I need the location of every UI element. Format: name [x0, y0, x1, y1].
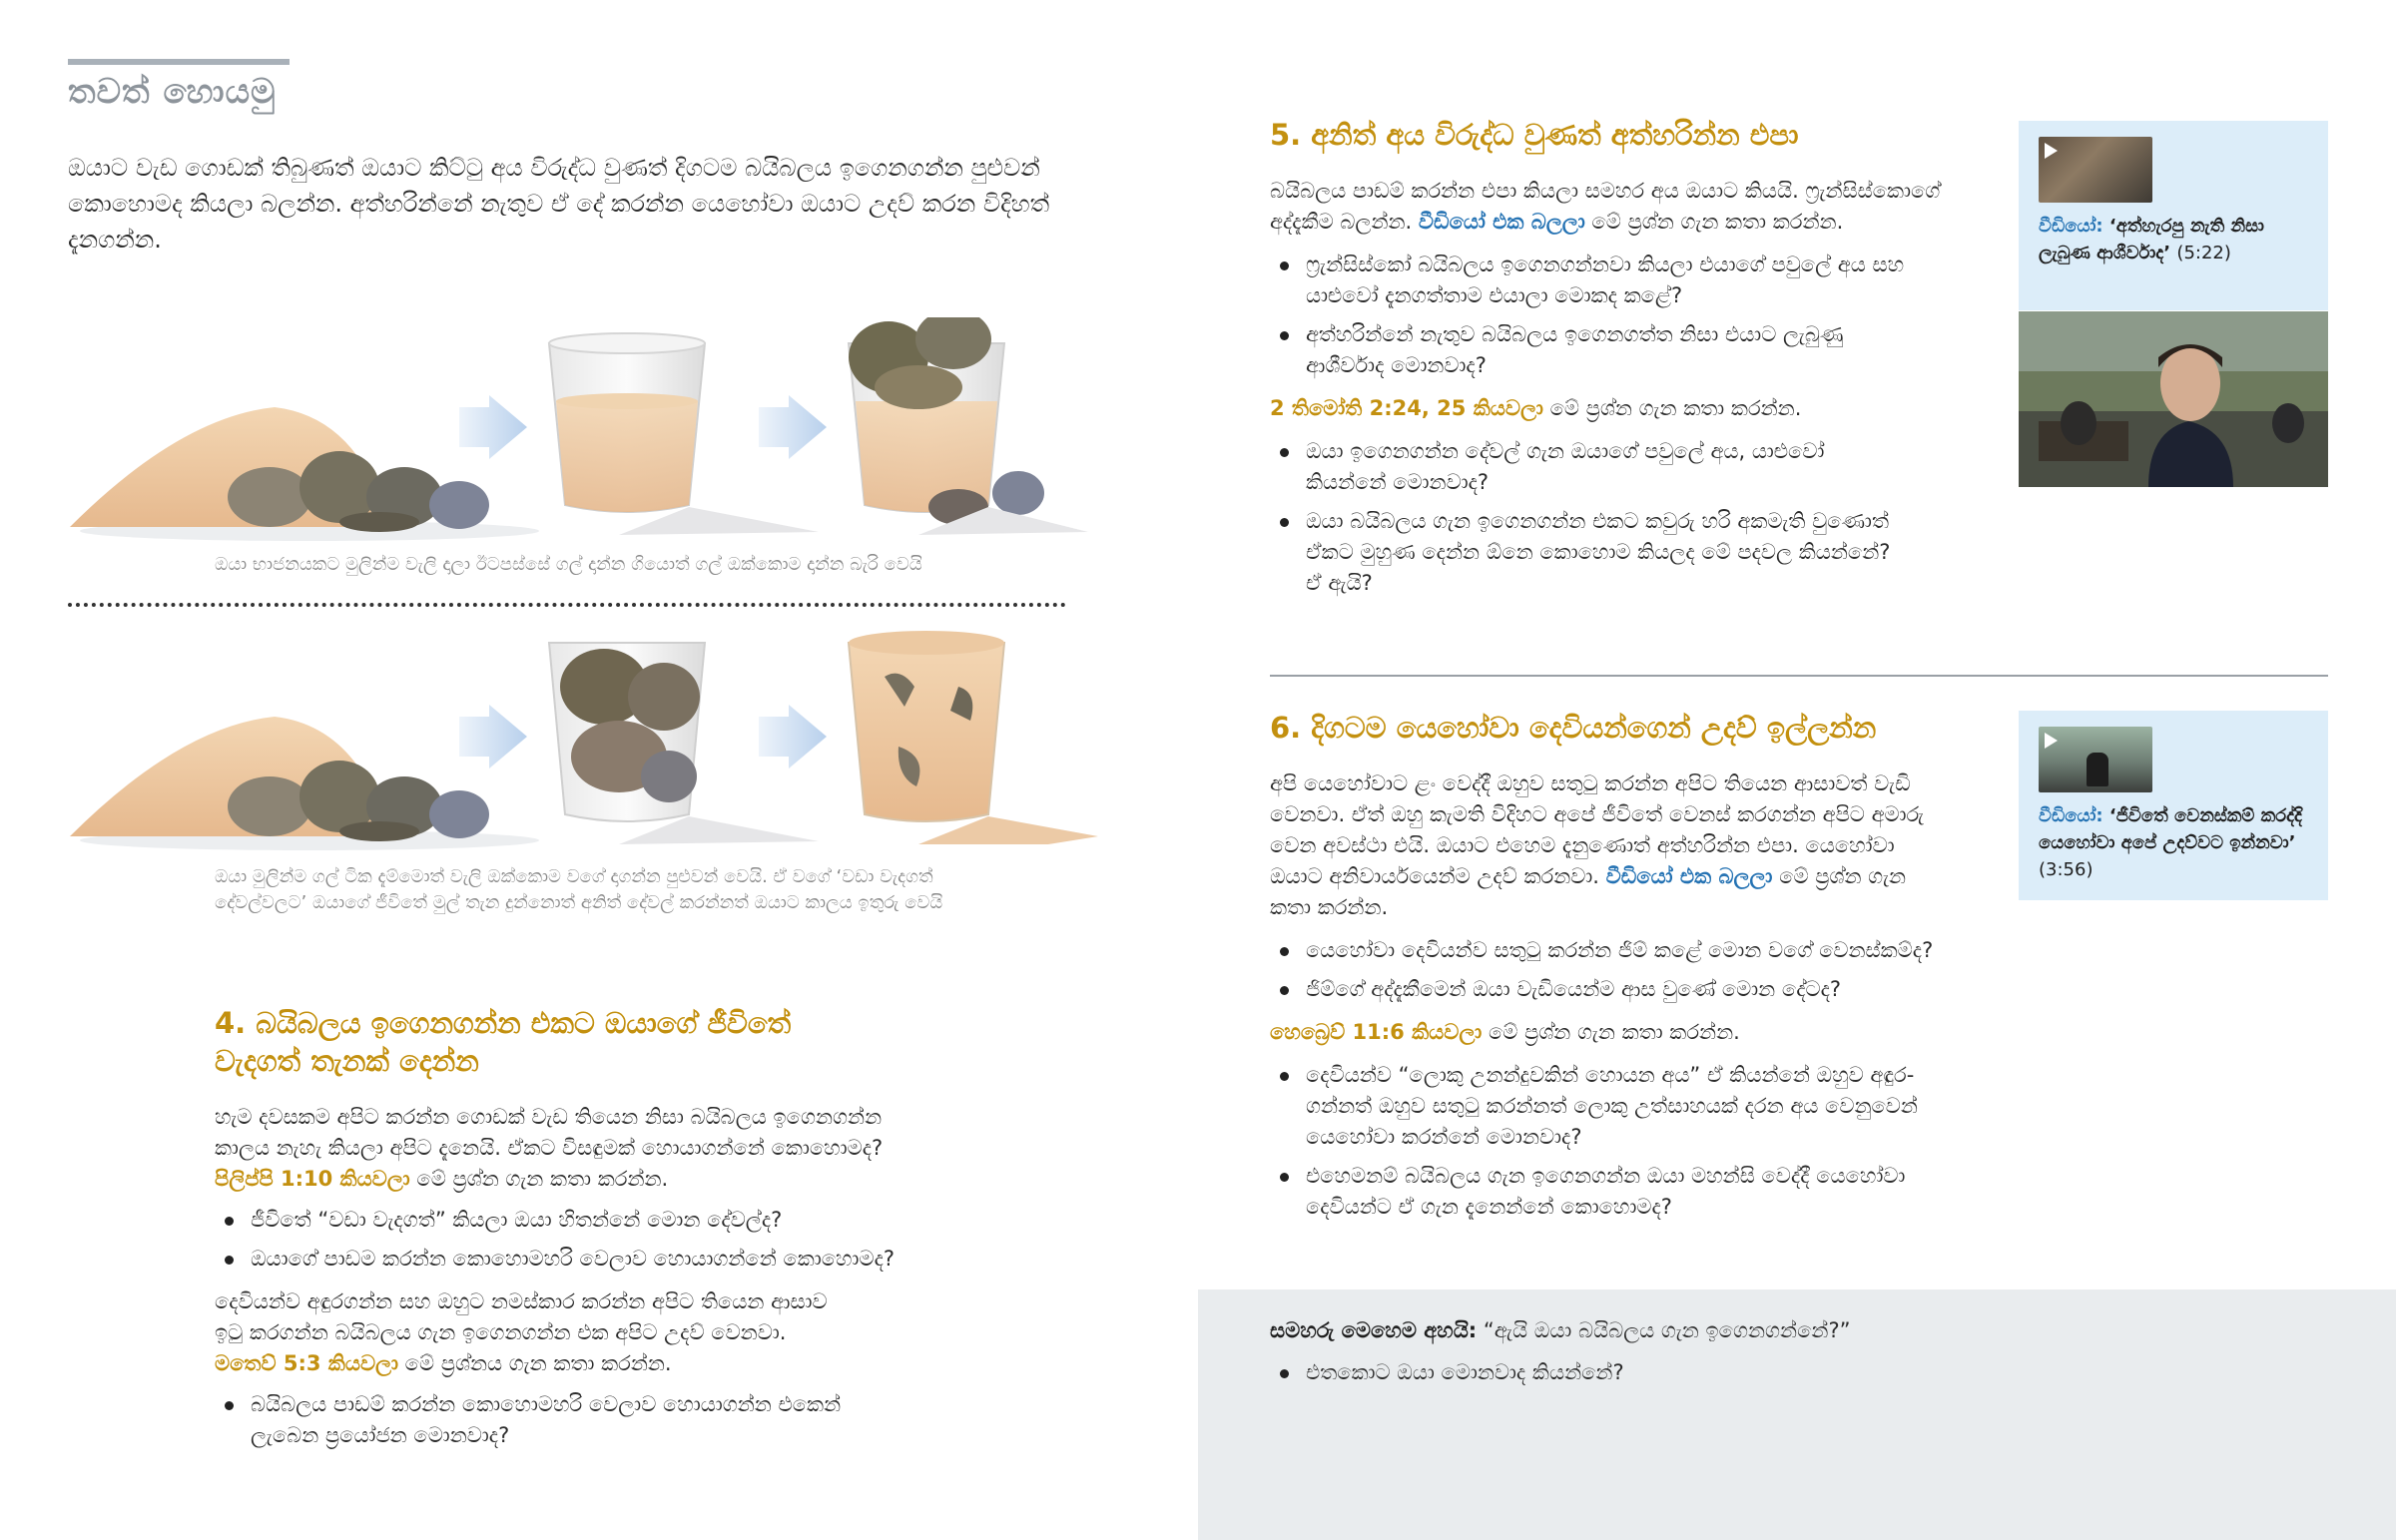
header-accent-bar: [68, 59, 290, 65]
scripture-link-philippians[interactable]: පිලිප්පි 1:10 කියවලා: [215, 1167, 410, 1191]
list-item: ෆ්‍රැන්සිස්කෝ බයිබලය ඉගෙනගන්නවා කියලා එයාගේ පවුලේ අය සහ යාළුවෝ දැනගත්තාම එයාලා මොකද කළේ?: [1306, 250, 1925, 311]
section-4-title: 4. බයිබලය ඉගෙනගන්න එකට ඔයාගේ ජීවිතේ වැදගත් තැනක් දෙන්න: [215, 1006, 792, 1078]
video-box-section-6[interactable]: [2019, 711, 2328, 900]
section-4-paragraph-2: දෙවියන්ව අඳුරගන්න සහ ඔහුට නමස්කාර කරන්න අපිට තියෙන ආසාව ඉටු කරගන්න බයිබලය ගැන ඉගෙනගන්න එක අපිට උදව් වෙනවා. මතෙව් 5:3 කියවලා මේ ප්‍රශ්නය ගැන කතා කරන්න.: [215, 1289, 828, 1375]
list-item: බයිබලය පාඩම් කරන්න කොහොමහරි වෙලාව හොයාගන්න එකෙන් ලැබෙන ප්‍රයෝජන මොනවාද?: [251, 1389, 909, 1451]
section-5-questions-2: [1270, 436, 1895, 599]
section-divider: [1270, 675, 2328, 677]
video-caption: වීඩියෝ: ‘අත්හැරපු නැති නිසා ලැබුණ ආශීර්වාද’ (5:22): [2039, 216, 2264, 263]
section-6: [1270, 709, 1989, 1231]
section-6-ref-line: හෙබ්‍රෙව් 11:6 කියවලා මේ ප්‍රශ්න ගැන කතා කරන්න.: [1270, 1020, 1740, 1044]
list-item: දෙවියන්ව “ලොකු උනන්දුවකින් හොයන අය” ඒ කියන්නේ ඔහුව අඳුර-ගන්නත් ඔහුව සතුටු කරන්නත් ලොකු උත්සාහයක් දරන අය වෙනුවෙන් යෙහෝවා කරන්නේ මොනවාද?: [1306, 1060, 1945, 1153]
section-6-paragraph: අපි යෙහෝවාට ළං වෙද්දී ඔහුව සතුටු කරන්න අපිට තියෙන ආසාවත් වැඩි වෙනවා. ඒත් ඔහු කැමති විදිහට අපේ ජීවිතේ වෙනස් කරගන්න අපිට අමාරු වෙන අවස්ථා එයි. ඔයාට එහෙම දැනුණොත් අත්හරින්න එපා. යෙහෝවා ඔයාට අනිවාර්යයෙන්ම උදව් කරනවා. වීඩියෝ එක බලලා මේ ප්‍රශ්න ගැන කතා කරන්න.: [1270, 771, 1925, 919]
section-5: [1270, 116, 1989, 607]
list-item: අත්හරින්නේ නැතුව බයිබලය ඉගෙනගත්ත නිසා එයාට ලැබුණු ආශීර්වාද මොනවාද?: [1306, 319, 1925, 381]
section-5-questions-1: [1270, 250, 1925, 381]
section-5-title: 5. අනිත් අය විරුද්ධ වුණත් අත්හරින්න එපා: [1270, 118, 1799, 152]
section-6-questions-1: [1270, 935, 1989, 1005]
play-icon: [2045, 733, 2058, 749]
section-4: [215, 1004, 973, 1459]
scripture-link-2-timothy[interactable]: 2 තිමෝති 2:24, 25 කියවලා: [1270, 396, 1543, 420]
illustration-sand-first: [60, 317, 1098, 547]
dotted-divider: [68, 603, 1066, 607]
play-icon: [2045, 143, 2058, 159]
section-4-questions-2: [215, 1389, 909, 1451]
video-still-image: [2019, 311, 2328, 487]
discussion-questions: [1270, 1357, 1624, 1396]
illustration-rocks-first: [60, 627, 1098, 856]
section-4-paragraph-1: හැම දවසකම අපිට කරන්න ගොඩක් වැඩ තියෙන නිසා බයිබලය ඉගෙනගන්න කාලය නැහැ කියලා අපිට දැනෙයි. ඒකට විසඳුමක් හොයාගන්නේ කොහොමද? පිලිප්පි 1:10 කියවලා මේ ප්‍රශ්න ගැන කතා කරන්න.: [215, 1105, 884, 1191]
video-thumbnail[interactable]: [2039, 727, 2152, 792]
list-item: යෙහෝවා දෙවියන්ව සතුටු කරන්න ජිම් කළේ මොන වගේ වෙනස්කම්ද?: [1306, 935, 1989, 966]
scripture-link-matthew[interactable]: මතෙව් 5:3 කියවලා: [215, 1351, 398, 1375]
watch-video-link[interactable]: වීඩියෝ එක බලලා: [1418, 210, 1585, 234]
section-5-intro: බයිබලය පාඩම් කරන්න එපා කියලා සමහර අය ඔයාට කියයි. ෆ්‍රැන්සිස්කොගේ අද්දැකීම බලන්න. වීඩියෝ එක බලලා මේ ප්‍රශ්න ගැන කතා කරන්න.: [1270, 179, 1941, 234]
list-item: ජීවිතේ “වඩා වැදගත්” කියලා ඔයා හිතන්නේ මොන දේවල්ද?: [251, 1205, 973, 1236]
video-caption: වීඩියෝ: ‘ජීවිතේ වෙනස්කම් කරද්දි යෙහෝවා අපේ උදව්වට ඉන්නවා’ (3:56): [2039, 805, 2303, 880]
intro-paragraph: ඔයාට වැඩ ගොඩක් තිබුණත් ඔයාට කිට්ටු අය විරුද්ධ වුණත් දිගටම බයිබලය ඉගෙනගන්න පුළුවන් කොහොමද කියලා බලන්න. අත්හරින්නේ නැතුව ඒ දේ කරන්න යෙහෝවා ඔයාට උදව් කරන විදිහත් දැනගන්න.: [68, 154, 1050, 254]
scripture-link-hebrews[interactable]: හෙබ්‍රෙව් 11:6 කියවලා: [1270, 1020, 1483, 1044]
list-item: එතකොට ඔයා මොනවාද කියන්නේ?: [1306, 1357, 1624, 1388]
video-thumbnail[interactable]: [2039, 137, 2152, 203]
section-6-questions-2: [1270, 1060, 1945, 1223]
list-item: ඔයාගේ පාඩම කරන්න කොහොමහරි වෙලාව හොයාගන්නේ කොහොමද?: [251, 1244, 973, 1275]
section-4-questions-1: [215, 1205, 973, 1275]
discussion-panel: [1198, 1289, 2396, 1540]
illustration-caption-1: ඔයා භාජනයකට මුලින්ම වැලි දාලා ඊටපස්සේ ගල් දාන්න ගියොත් ගල් ඔක්කොම දාන්න බැරි වෙයි: [215, 554, 922, 575]
video-box-section-5[interactable]: [2019, 121, 2328, 310]
discussion-prompt: සමහරු මෙහෙම අහයි: “ඇයි ඔයා බයිබලය ගැන ඉගෙනගන්නේ?”: [1270, 1318, 1851, 1342]
section-5-ref-line: 2 තිමෝති 2:24, 25 කියවලා මේ ප්‍රශ්න ගැන කතා කරන්න.: [1270, 396, 1802, 420]
list-item: ඔයා ඉගෙනගන්න දේවල් ගැන ඔයාගේ පවුලේ අය, යාළුවෝ කියන්නේ මොනවාද?: [1306, 436, 1895, 498]
section-6-title: 6. දිගටම යෙහෝවා දෙවියන්ගෙන් උදව් ඉල්ලන්න: [1270, 711, 1877, 745]
list-item: ඔයා බයිබලය ගැන ඉගෙනගන්න එකට කවුරු හරි අකමැති වුණොත් ඒකට මුහුණ දෙන්න ඕනෙ කොහොම කියලද මේ පදවල කියන්නේ? ඒ ඇයි?: [1306, 506, 1895, 599]
illustration-caption-2-line2: දේවල්වලට’ ඔයාගේ ජීවිතේ මුල් තැන දුන්නොත් අනිත් දේවල් කරන්නත් ඔයාට කාලය ඉතුරු වෙයි: [215, 892, 943, 913]
illustration-caption-2-line1: ඔයා මුලින්ම ගල් ටික දැම්මොත් වැලි ඔක්කොම වගේ දාගන්න පුළුවන් වෙයි. ඒ වගේ ‘වඩා වැදගත්: [215, 866, 933, 887]
list-item: ජිම්ගේ අද්දැකීමෙන් ඔයා වැඩියෙන්ම ආස වුණේ මොන දේටද?: [1306, 974, 1989, 1005]
watch-video-link[interactable]: වීඩියෝ එක බලලා: [1605, 864, 1773, 888]
page-title: තවත් හොයමු: [68, 72, 277, 112]
list-item: එහෙමනම් බයිබලය ගැන ඉගෙනගන්න ඔයා මහන්සි වෙද්දී යෙහෝවා දෙවියන්ට ඒ ගැන දැනෙන්නේ කොහොමද?: [1306, 1161, 1945, 1223]
